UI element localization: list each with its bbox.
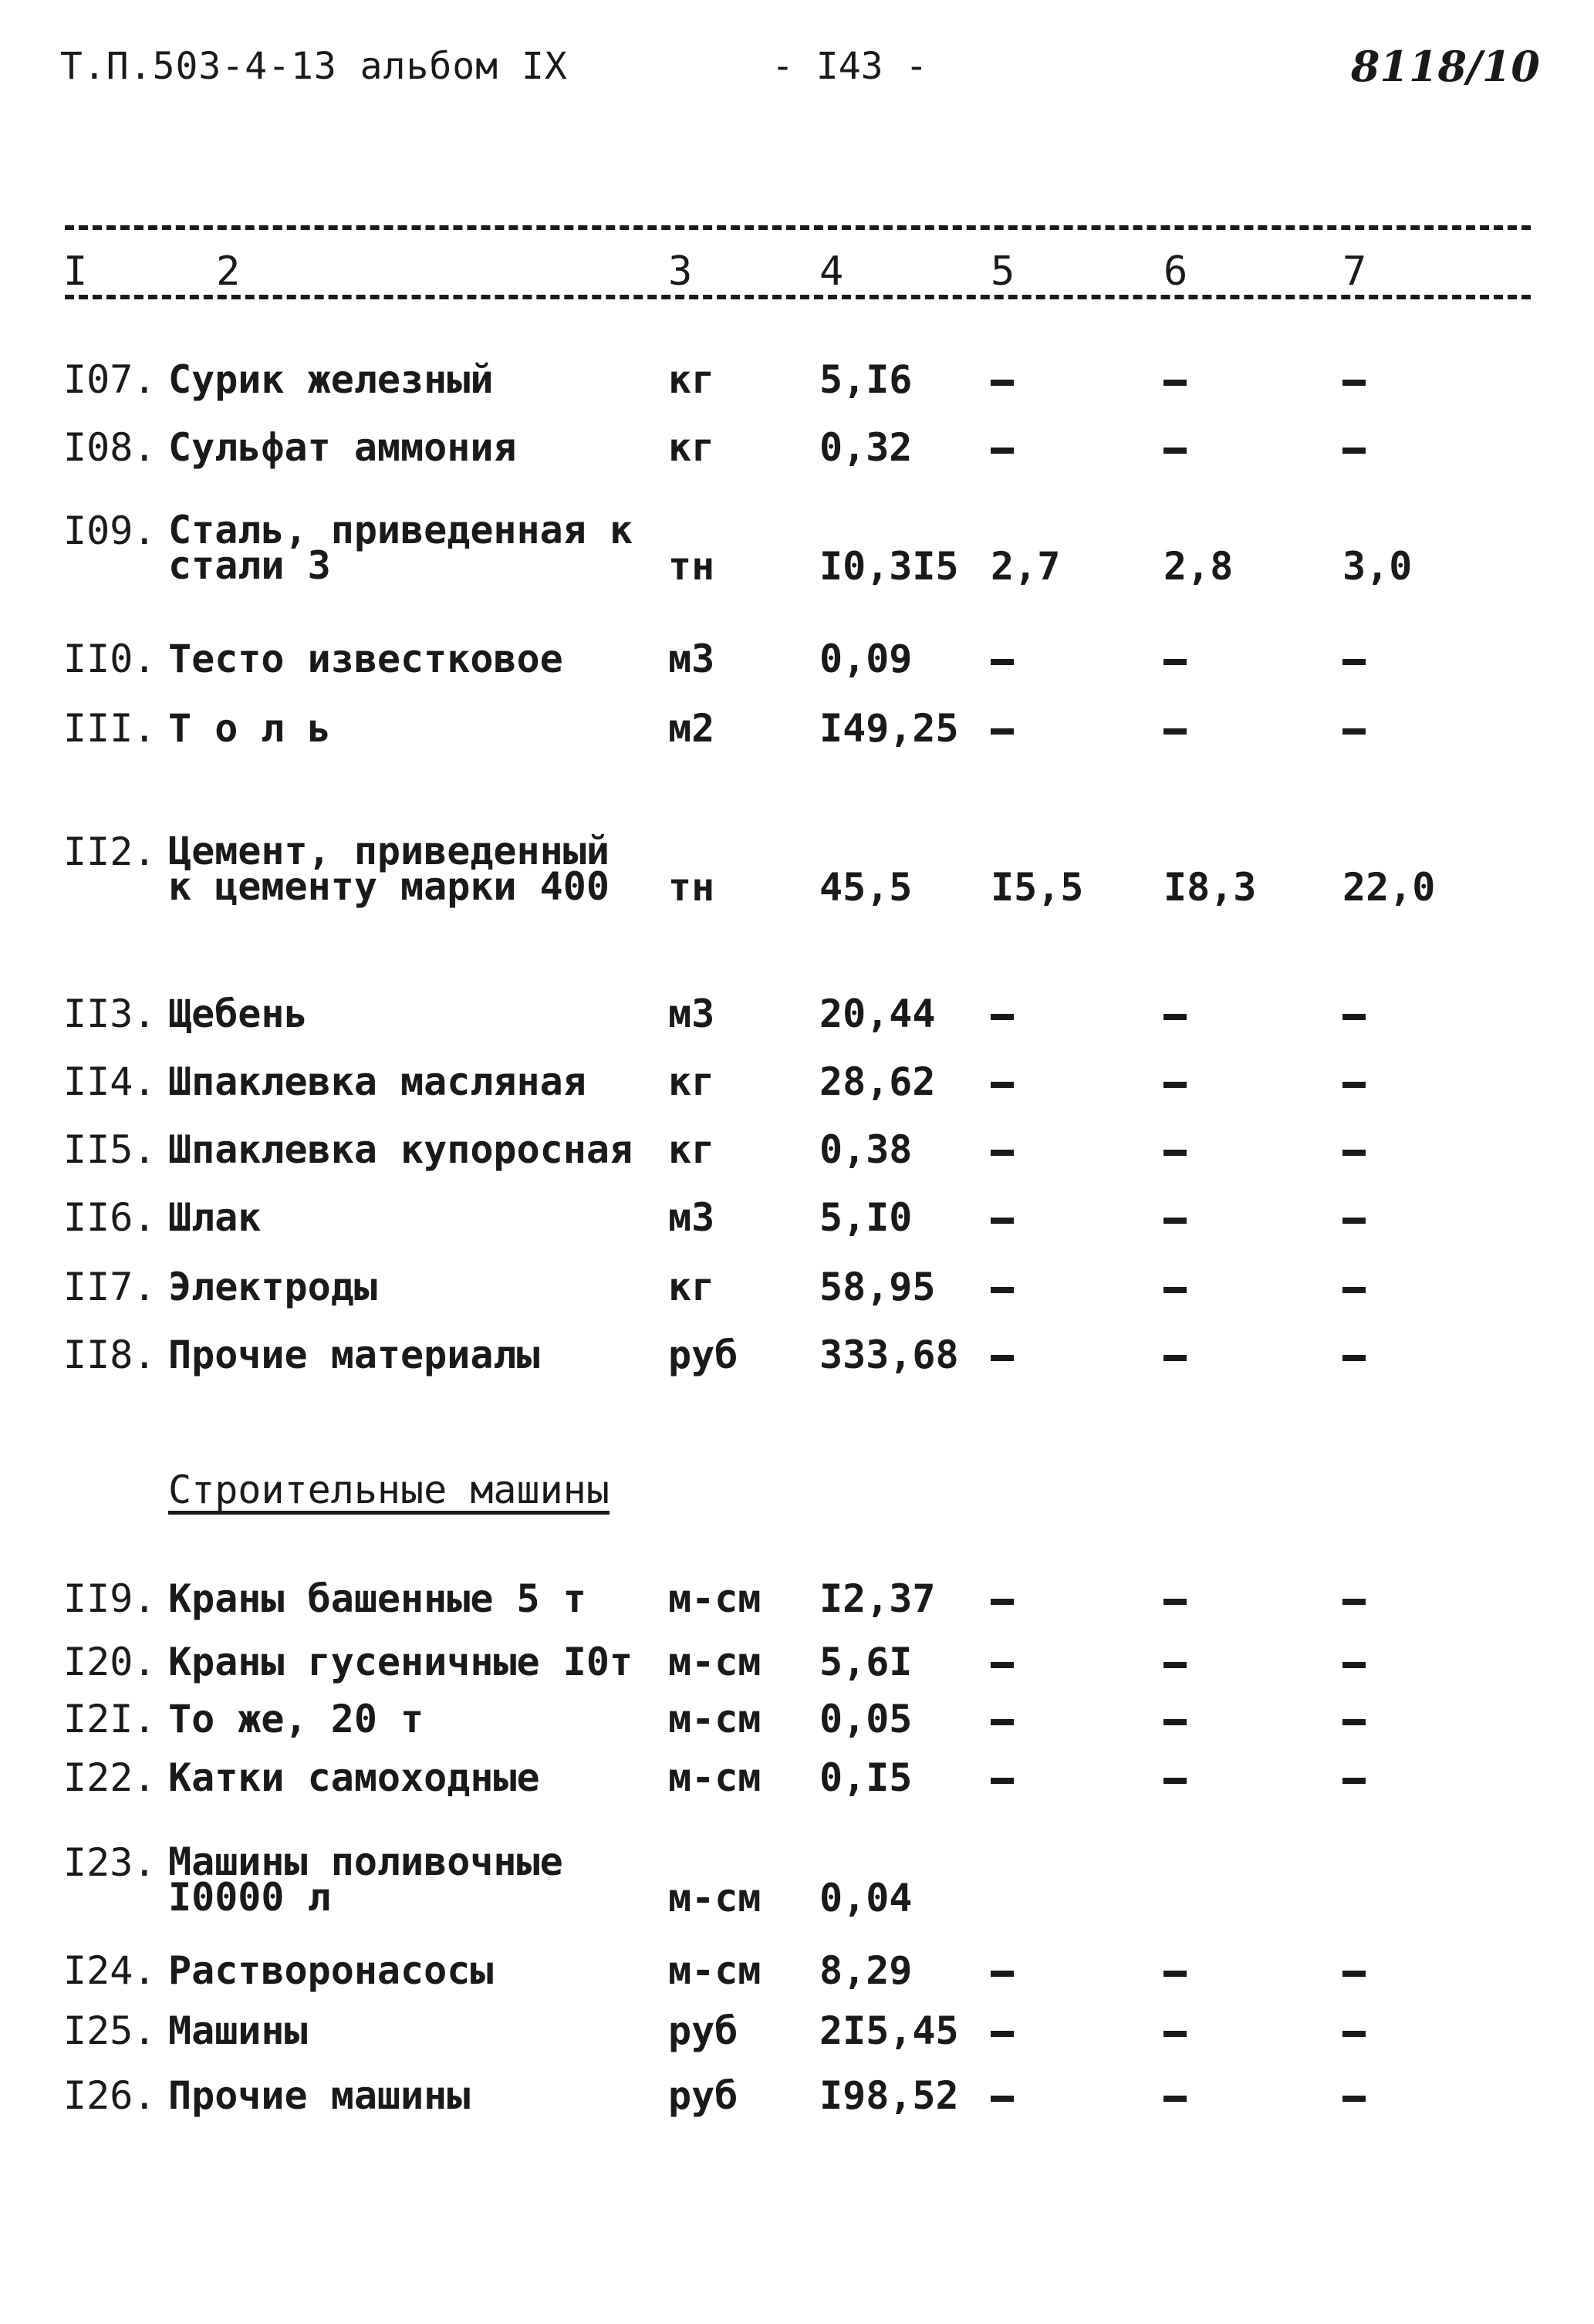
column-5-value xyxy=(991,2012,1014,2049)
dash-mark xyxy=(991,1082,1014,1088)
unit: кг xyxy=(668,1127,715,1172)
row-number: I2I. xyxy=(63,1697,157,1741)
item-name-line: к цементу марки 400 xyxy=(168,864,610,909)
quantity: I98,52 xyxy=(819,2073,959,2118)
quantity: 5,I6 xyxy=(819,357,913,402)
item-name xyxy=(168,1576,586,1621)
handwritten-code: 8118/10 xyxy=(1350,42,1540,91)
column-6-value xyxy=(1163,361,1187,398)
quantity: 5,I0 xyxy=(819,1195,913,1240)
unit: м3 xyxy=(668,991,715,1036)
column-6-value xyxy=(1163,1952,1187,1989)
dash-mark xyxy=(991,1971,1014,1977)
dash-mark xyxy=(1342,2031,1366,2037)
item-name-line: То же, 20 т xyxy=(168,1697,424,1741)
dash-mark xyxy=(1163,1971,1187,1977)
column-5-value xyxy=(991,1580,1014,1617)
unit: м-см xyxy=(668,1876,762,1920)
column-6-value xyxy=(1163,1701,1187,1738)
item-name-line: Катки самоходные xyxy=(168,1755,540,1800)
quantity: 0,32 xyxy=(819,425,913,470)
quantity: 28,62 xyxy=(819,1059,936,1104)
row-number: II3. xyxy=(63,991,157,1036)
dash-mark xyxy=(991,380,1014,386)
dash-mark xyxy=(1163,1662,1187,1668)
item-name-line: Тесто известковое xyxy=(168,637,563,681)
dash-mark xyxy=(991,1719,1014,1725)
column-5-value xyxy=(991,1268,1014,1306)
dash-mark xyxy=(1163,1218,1187,1224)
dash-mark xyxy=(1163,448,1187,454)
column-7-value xyxy=(1342,995,1366,1032)
item-name-line: стали 3 xyxy=(168,543,331,588)
dash-mark xyxy=(1163,1355,1187,1361)
column-6-value xyxy=(1163,1063,1187,1100)
dash-mark xyxy=(1163,2096,1187,2102)
item-name-line: Шпаклевка купоросная xyxy=(168,1127,633,1172)
dash-mark xyxy=(1163,1599,1187,1605)
item-name-line: Краны гусеничные I0т xyxy=(168,1640,633,1684)
unit: руб xyxy=(668,1333,738,1377)
column-6-value xyxy=(1163,1643,1187,1681)
item-name-line: Прочие машины xyxy=(168,2073,471,2118)
dash-mark xyxy=(991,1014,1014,1020)
item-name xyxy=(168,1640,633,1684)
dash-mark xyxy=(1163,1287,1187,1293)
unit: тн xyxy=(668,865,715,910)
item-name xyxy=(168,1697,424,1741)
dash-mark xyxy=(1163,1778,1187,1784)
column-5-value xyxy=(991,1199,1014,1236)
row-number: I07. xyxy=(63,357,157,402)
row-number: II0. xyxy=(63,637,157,681)
quantity: 0,38 xyxy=(819,1127,913,1172)
item-name xyxy=(168,1195,262,1240)
item-name xyxy=(168,2008,308,2053)
row-number: I22. xyxy=(63,1755,157,1800)
row-number: I25. xyxy=(63,2008,157,2053)
column-6-value xyxy=(1163,2012,1187,2049)
column-5-value xyxy=(991,710,1014,747)
item-name xyxy=(168,2073,471,2118)
column-7-value xyxy=(1342,1131,1366,1168)
item-name-line: Щебень xyxy=(168,991,308,1036)
column-7-value xyxy=(1342,710,1366,747)
dash-mark xyxy=(1342,1662,1366,1668)
dash-mark xyxy=(1342,1014,1366,1020)
unit: кг xyxy=(668,1059,715,1104)
dash-mark xyxy=(991,2031,1014,2037)
dash-mark xyxy=(1342,1599,1366,1605)
column-7-value xyxy=(1342,1759,1366,1796)
column-6-value xyxy=(1163,1268,1187,1306)
quantity: I2,37 xyxy=(819,1576,936,1621)
quantity: I0,3I5 xyxy=(819,544,959,589)
column-6-value xyxy=(1163,1336,1187,1373)
column-7-value xyxy=(1342,1199,1366,1236)
column-7-value xyxy=(1342,1336,1366,1373)
unit: м-см xyxy=(668,1576,762,1621)
dash-mark xyxy=(1342,1218,1366,1224)
dash-mark xyxy=(1342,1082,1366,1088)
column-5-value xyxy=(991,429,1014,466)
column-6-value: I8,3 xyxy=(1163,865,1257,910)
dash-mark xyxy=(991,1662,1014,1668)
dash-mark xyxy=(1342,448,1366,454)
column-6-value xyxy=(1163,1759,1187,1796)
document-header-reference: Т.П.503-4-13 альбом IX xyxy=(60,45,568,88)
quantity: 45,5 xyxy=(819,865,913,910)
dash-mark xyxy=(991,1355,1014,1361)
column-7-value xyxy=(1342,1063,1366,1100)
item-name-line: Шпаклевка масляная xyxy=(168,1059,586,1104)
dash-mark xyxy=(991,1150,1014,1156)
row-number: I24. xyxy=(63,1948,157,1993)
item-name-line: Сурик железный xyxy=(168,357,494,402)
dash-mark xyxy=(1342,659,1366,665)
column-5-value xyxy=(991,1336,1014,1373)
dash-mark xyxy=(991,1287,1014,1293)
column-5-value xyxy=(991,1063,1014,1100)
quantity: 5,6I xyxy=(819,1640,913,1684)
page-number: - I43 - xyxy=(772,45,928,88)
column-6-value xyxy=(1163,429,1187,466)
item-name-line: Прочие материалы xyxy=(168,1333,540,1377)
quantity: 2I5,45 xyxy=(819,2008,959,2053)
dash-mark xyxy=(1342,380,1366,386)
dash-mark xyxy=(991,448,1014,454)
item-name-line: Растворонасосы xyxy=(168,1948,494,1993)
row-number: I26. xyxy=(63,2073,157,2118)
dash-mark xyxy=(991,659,1014,665)
column-5-value xyxy=(991,640,1014,677)
column-header-4: 4 xyxy=(819,248,844,295)
column-6-value xyxy=(1163,2077,1187,2114)
unit: руб xyxy=(668,2073,738,2118)
dash-mark xyxy=(1342,1355,1366,1361)
item-name-line: Цемент, приведенный xyxy=(168,829,610,873)
column-header-7: 7 xyxy=(1342,248,1367,295)
column-6-value xyxy=(1163,710,1187,747)
column-5-value xyxy=(991,1131,1014,1168)
column-6-value xyxy=(1163,1580,1187,1617)
column-5-value xyxy=(991,1759,1014,1796)
dash-mark xyxy=(1163,728,1187,735)
dash-mark xyxy=(1342,2096,1366,2102)
column-5-value xyxy=(991,1952,1014,1989)
column-7-value xyxy=(1342,1952,1366,1989)
dash-mark xyxy=(1342,1778,1366,1784)
row-number: I08. xyxy=(63,425,157,470)
row-number: II5. xyxy=(63,1127,157,1172)
row-number: III. xyxy=(63,706,157,751)
item-name xyxy=(168,1839,563,1920)
unit: м-см xyxy=(668,1640,762,1684)
row-number: II4. xyxy=(63,1059,157,1104)
column-7-value xyxy=(1342,2012,1366,2049)
unit: м-см xyxy=(668,1755,762,1800)
quantity: 333,68 xyxy=(819,1333,959,1377)
column-7-value xyxy=(1342,361,1366,398)
item-name xyxy=(168,706,331,751)
column-6-value: 2,8 xyxy=(1163,544,1234,589)
column-header-6: 6 xyxy=(1163,248,1188,295)
unit: м2 xyxy=(668,706,715,751)
row-number: II2. xyxy=(63,829,157,874)
unit: м-см xyxy=(668,1697,762,1741)
dash-mark xyxy=(1163,2031,1187,2037)
quantity: I49,25 xyxy=(819,706,959,751)
unit: тн xyxy=(668,544,715,589)
dash-mark xyxy=(1163,1082,1187,1088)
column-7-value xyxy=(1342,640,1366,677)
column-5-value xyxy=(991,995,1014,1032)
column-5-value xyxy=(991,1701,1014,1738)
row-number: II6. xyxy=(63,1195,157,1240)
table-header-divider xyxy=(65,295,1531,299)
quantity: 0,09 xyxy=(819,637,913,681)
item-name xyxy=(168,1265,377,1309)
column-7-value xyxy=(1342,1580,1366,1617)
dash-mark xyxy=(1342,1971,1366,1977)
dash-mark xyxy=(991,728,1014,735)
quantity: 0,I5 xyxy=(819,1755,913,1800)
column-6-value xyxy=(1163,640,1187,677)
item-name-line: Сульфат аммония xyxy=(168,425,517,470)
dash-mark xyxy=(991,1599,1014,1605)
dash-mark xyxy=(1163,380,1187,386)
dash-mark xyxy=(991,1218,1014,1224)
dash-mark xyxy=(1342,728,1366,735)
dash-mark xyxy=(1163,659,1187,665)
unit: м3 xyxy=(668,1195,715,1240)
unit: кг xyxy=(668,1265,715,1309)
unit: кг xyxy=(668,425,715,470)
column-header-3: 3 xyxy=(668,248,693,295)
item-name xyxy=(168,1059,586,1104)
unit: кг xyxy=(668,357,715,402)
column-5-value: 2,7 xyxy=(991,544,1061,589)
item-name-line: Машины поливочные xyxy=(168,1839,563,1884)
item-name xyxy=(168,1755,540,1800)
item-name-line: I0000 л xyxy=(168,1875,331,1920)
item-name xyxy=(168,991,308,1036)
row-number: I23. xyxy=(63,1840,157,1885)
column-5-value xyxy=(991,1643,1014,1681)
unit: руб xyxy=(668,2008,738,2053)
row-number: II9. xyxy=(63,1576,157,1621)
quantity: 20,44 xyxy=(819,991,936,1036)
dash-mark xyxy=(1342,1150,1366,1156)
dash-mark xyxy=(991,1778,1014,1784)
dash-mark xyxy=(1163,1150,1187,1156)
dash-mark xyxy=(1342,1287,1366,1293)
unit: м3 xyxy=(668,637,715,681)
row-number: I09. xyxy=(63,508,157,553)
item-name xyxy=(168,829,610,909)
item-name-line: Т о л ь xyxy=(168,706,331,751)
row-number: II7. xyxy=(63,1265,157,1309)
column-7-value xyxy=(1342,2077,1366,2114)
column-header-5: 5 xyxy=(991,248,1015,295)
table-top-divider xyxy=(65,225,1531,230)
column-header-2: 2 xyxy=(216,248,241,295)
row-number: II8. xyxy=(63,1333,157,1377)
column-5-value xyxy=(991,2077,1014,2114)
item-name xyxy=(168,1333,540,1377)
quantity: 8,29 xyxy=(819,1948,913,1993)
item-name xyxy=(168,637,563,681)
section-title-machines: Строительные машины xyxy=(168,1468,610,1512)
item-name xyxy=(168,1127,633,1172)
column-7-value xyxy=(1342,1268,1366,1306)
column-7-value xyxy=(1342,429,1366,466)
column-7-value: 3,0 xyxy=(1342,544,1413,589)
dash-mark xyxy=(1163,1014,1187,1020)
dash-mark xyxy=(1163,1719,1187,1725)
item-name xyxy=(168,357,494,402)
item-name-line: Электроды xyxy=(168,1265,377,1309)
column-6-value xyxy=(1163,1199,1187,1236)
quantity: 0,04 xyxy=(819,1876,913,1920)
item-name xyxy=(168,1948,494,1993)
column-7-value xyxy=(1342,1643,1366,1681)
quantity: 58,95 xyxy=(819,1265,936,1309)
column-5-value xyxy=(991,361,1014,398)
row-number: I20. xyxy=(63,1640,157,1684)
quantity: 0,05 xyxy=(819,1697,913,1741)
column-7-value xyxy=(1342,1701,1366,1738)
column-7-value: 22,0 xyxy=(1342,865,1436,910)
column-6-value xyxy=(1163,1131,1187,1168)
item-name xyxy=(168,508,633,588)
dash-mark xyxy=(1342,1719,1366,1725)
item-name-line: Краны башенные 5 т xyxy=(168,1576,586,1621)
item-name xyxy=(168,425,517,470)
column-6-value xyxy=(1163,995,1187,1032)
dash-mark xyxy=(991,2096,1014,2102)
item-name-line: Шлак xyxy=(168,1195,262,1240)
item-name-line: Сталь, приведенная к xyxy=(168,508,633,552)
item-name-line: Машины xyxy=(168,2008,308,2053)
column-5-value: I5,5 xyxy=(991,865,1084,910)
unit: м-см xyxy=(668,1948,762,1993)
column-header-1: I xyxy=(63,248,88,295)
